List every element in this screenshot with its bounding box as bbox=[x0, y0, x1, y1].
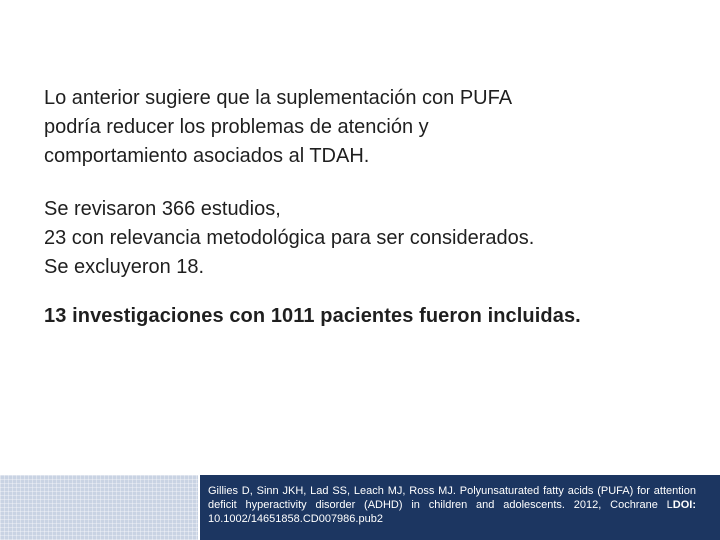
doi-value: 10.1002/14651858.CD007986.pub2 bbox=[208, 513, 383, 525]
citation-reference bbox=[208, 484, 696, 526]
doi-label: DOI: bbox=[672, 499, 696, 511]
paragraph-studies-reviewed: Se revisaron 366 estudios, 23 con relevancia metodológica para ser considerados. Se excluyeron 18. bbox=[44, 198, 535, 278]
slide-body bbox=[44, 84, 694, 331]
footer-pattern-block bbox=[0, 475, 198, 540]
paragraph-pufa-suggestion: Lo anterior sugiere que la suplementación con PUFA podría reducer los problemas de atención y comportamiento asociados al TDAH. bbox=[44, 87, 513, 167]
paragraph-investigations-included: 13 investigaciones con 1011 pacientes fueron incluidas. bbox=[44, 305, 581, 327]
citation-text: Gillies D, Sinn JKH, Lad SS, Leach MJ, Ross MJ. Polyunsaturated fatty acids (PUFA) for attention deficit hyperactivity disorder (ADHD) in children and adolescents. 2012, Cochrane L bbox=[208, 485, 696, 511]
